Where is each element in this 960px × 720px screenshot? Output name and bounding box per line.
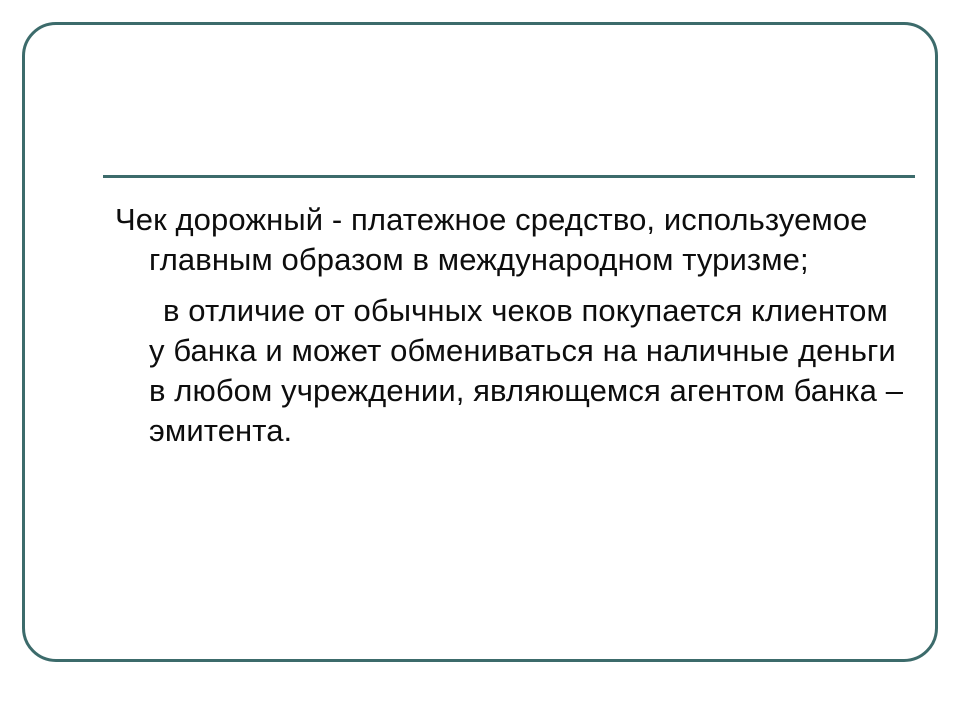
horizontal-rule xyxy=(103,175,915,178)
paragraph-2-text: в отличие от обычных чеков покупается клиентом у банка и может обмениваться на наличные деньги в любом учреждении, являющемся агентом банка – эмитента. xyxy=(149,292,904,449)
slide-content-area xyxy=(103,175,915,462)
slide-border-frame xyxy=(22,22,938,662)
slide-body-text xyxy=(103,200,915,452)
paragraph-1: Чек дорожный - платежное средство, используемое главным образом в международном туризме; xyxy=(115,202,868,278)
paragraph-2 xyxy=(103,291,909,452)
